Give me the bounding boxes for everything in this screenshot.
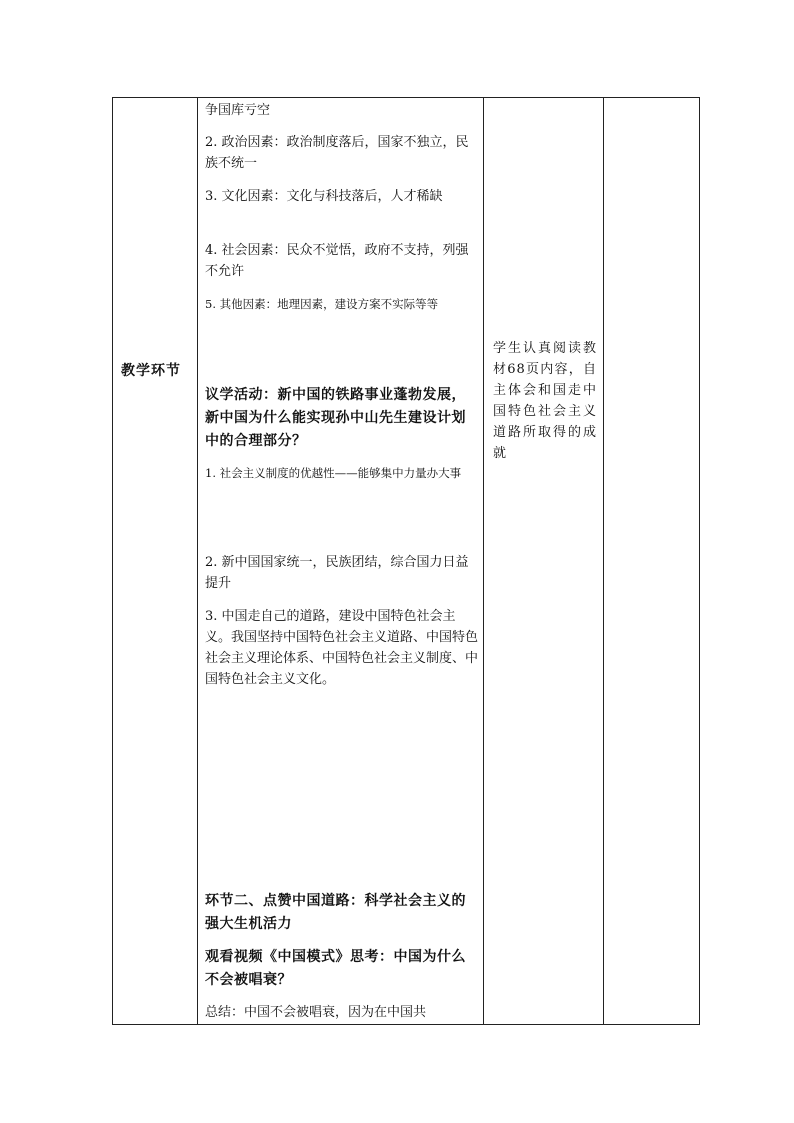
student-activity-column bbox=[485, 98, 603, 1024]
section-heading: 环节二、点赞中国道路：科学社会主义的强大生机活力 bbox=[205, 893, 466, 932]
column-divider bbox=[197, 98, 198, 1024]
content-paragraph: 2. 新中国国家统一，民族团结，综合国力日益提升 bbox=[205, 555, 469, 591]
lesson-table bbox=[112, 97, 700, 1025]
question-heading: 观看视频《中国模式》思考：中国为什么不会被唱衰？ bbox=[205, 949, 466, 988]
student-activity-text: 学生认真阅读教材68页内容，自主体会和国走中国特色社会主义道路所取得的成就 bbox=[493, 341, 597, 461]
label-column bbox=[113, 98, 197, 1024]
content-paragraph: 3. 中国走自己的道路，建设中国特色社会主义。我国坚持中国特色社会主义道路、中国特色社会主义理论体系、中国特色社会主义制度、中国特色社会主义文化。 bbox=[205, 609, 479, 687]
content-paragraph: 3. 文化因素：文化与科技落后，人才稀缺 bbox=[205, 189, 443, 204]
column-divider bbox=[483, 98, 484, 1024]
content-paragraph: 4. 社会因素：民众不觉悟，政府不支持，列强不允许 bbox=[205, 243, 469, 279]
content-paragraph: 争国库亏空 bbox=[205, 103, 271, 118]
teaching-content-column bbox=[199, 98, 483, 1024]
summary-paragraph: 总结：中国不会被唱衰，因为在中国共 bbox=[205, 1005, 427, 1020]
content-paragraph: 1. 社会主义制度的优越性——能够集中力量办大事 bbox=[205, 466, 462, 480]
content-paragraph: 5. 其他因素：地理因素，建设方案不实际等等 bbox=[205, 297, 439, 311]
activity-heading: 议学活动：新中国的铁路事业蓬勃发展，新中国为什么能实现孙中山先生建设计划中的合理部分？ bbox=[205, 387, 466, 449]
content-paragraph: 2. 政治因素：政治制度落后，国家不独立，民族不统一 bbox=[205, 135, 469, 171]
section-label: 教学环节 bbox=[121, 363, 181, 379]
column-divider bbox=[603, 98, 604, 1024]
